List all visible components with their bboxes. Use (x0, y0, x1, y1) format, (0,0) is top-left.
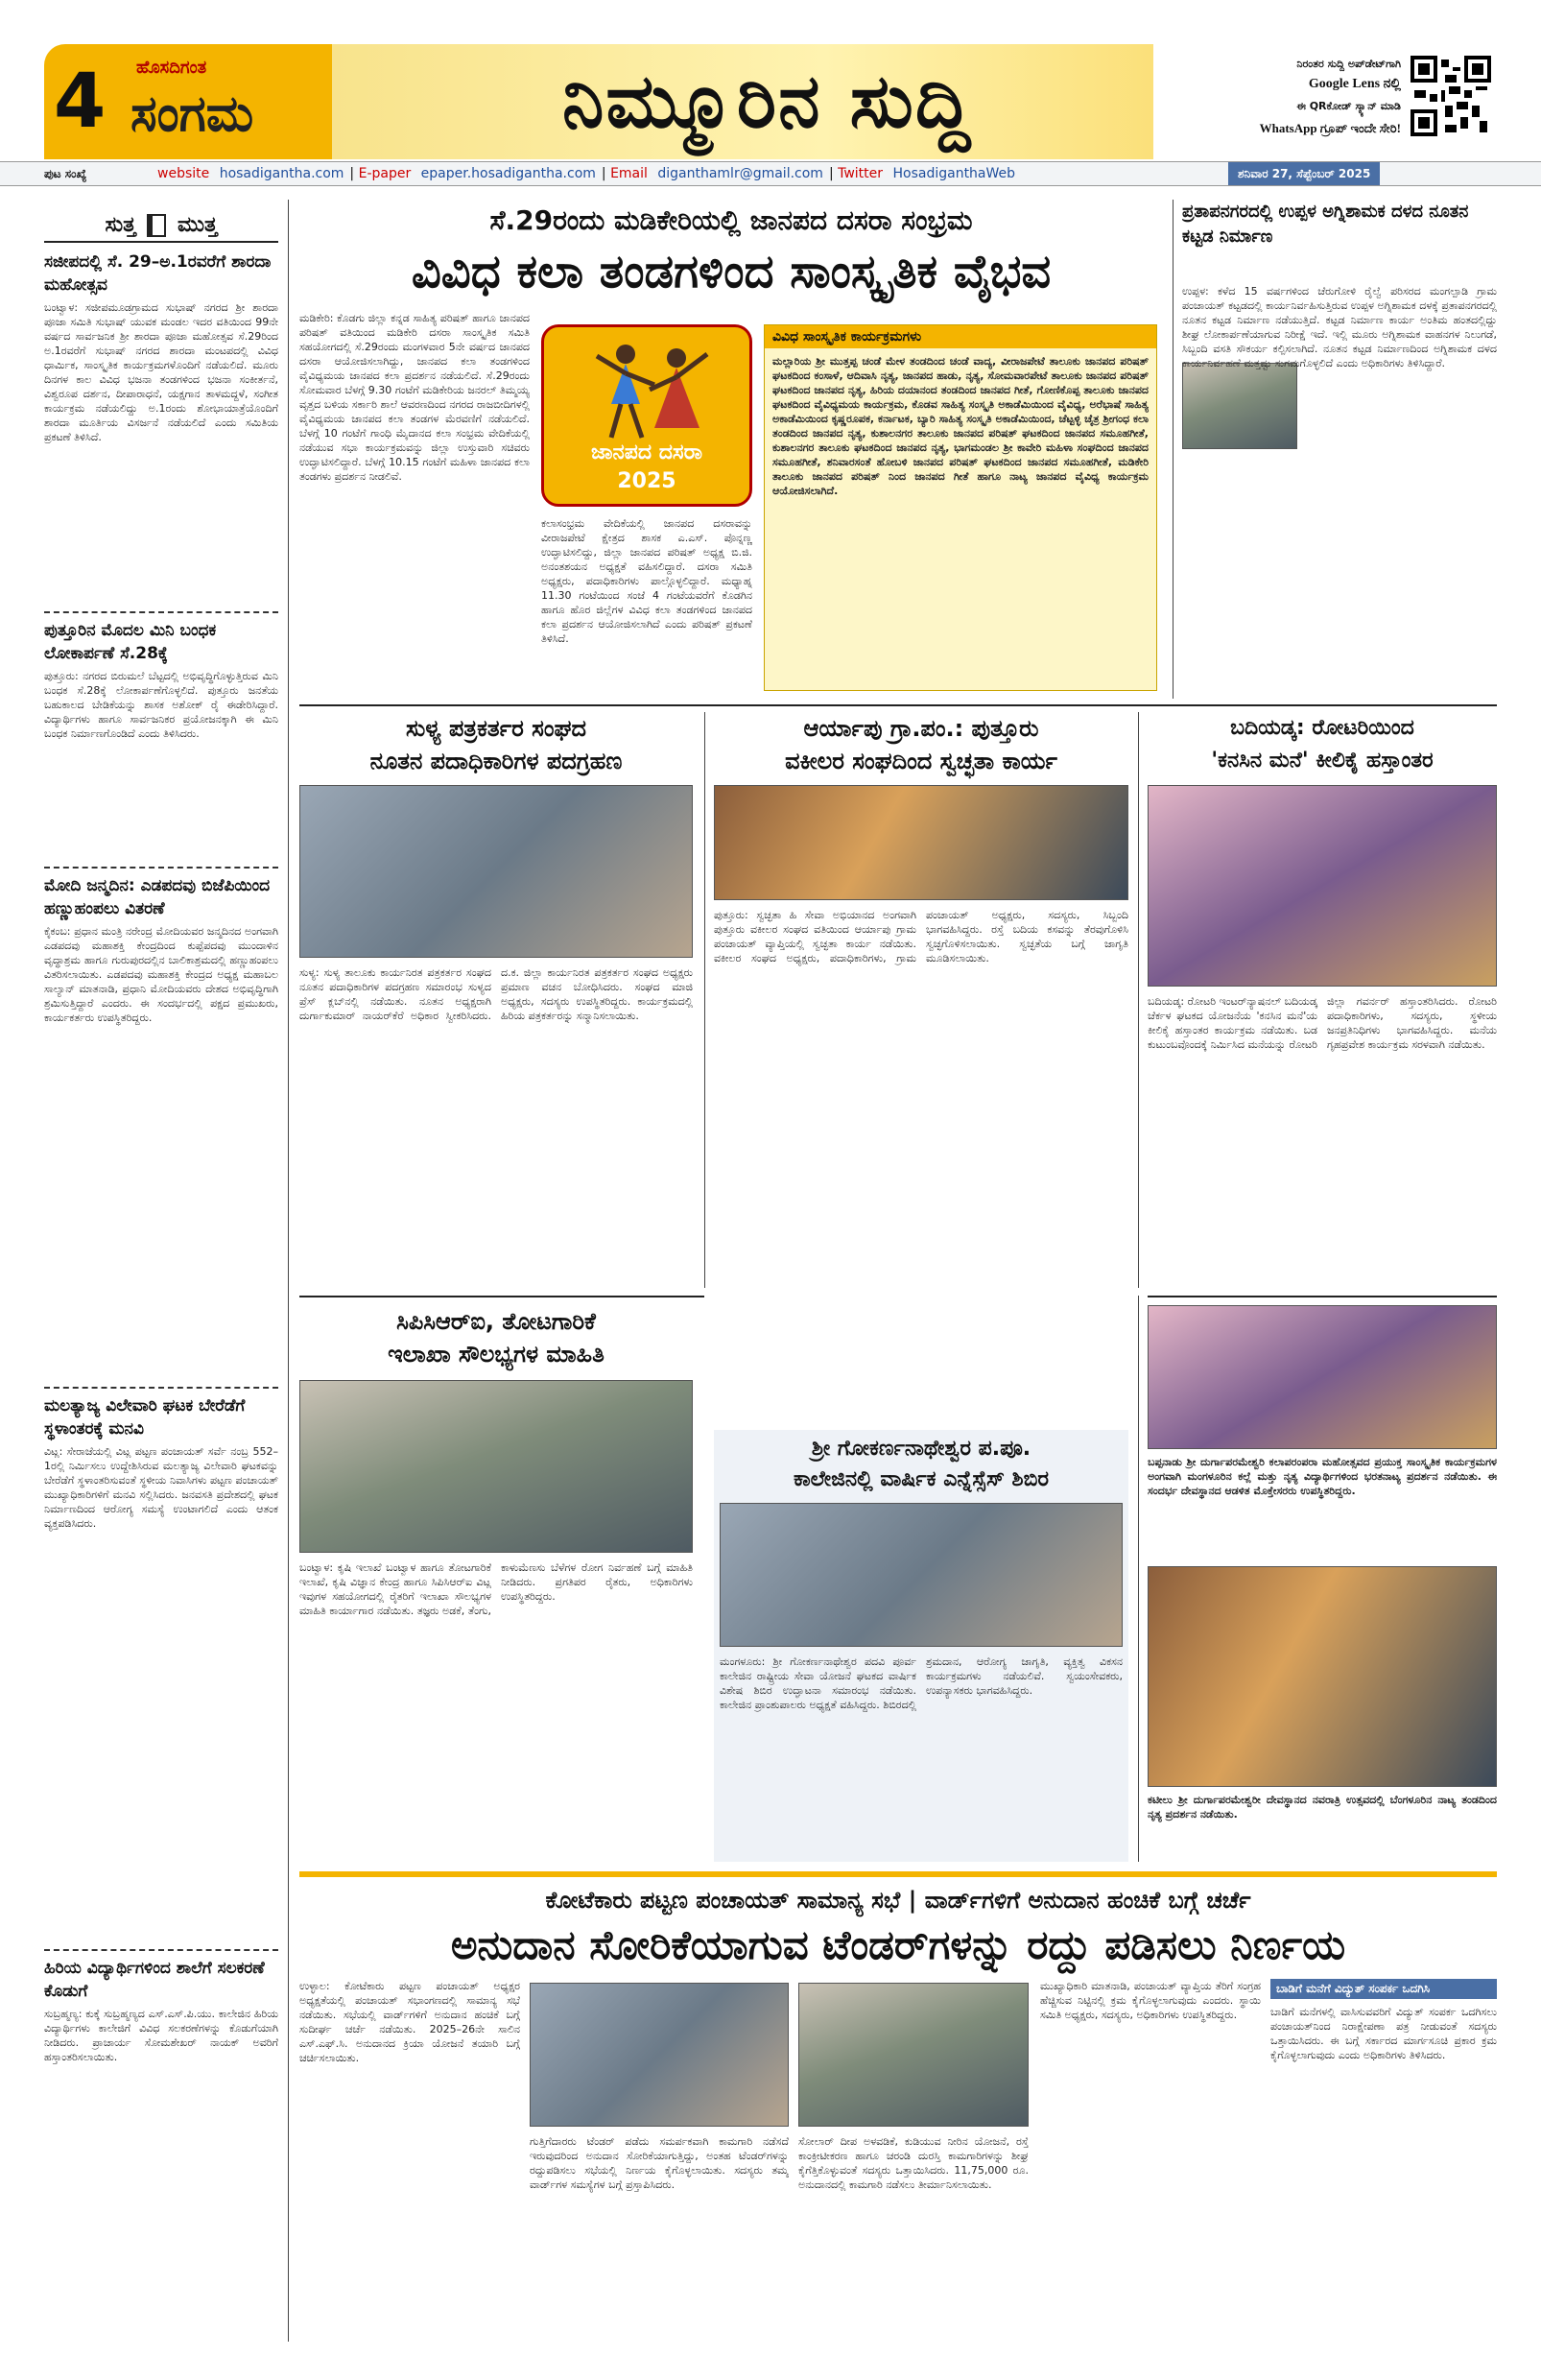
logo-small: ಹೊಸದಿಗಂತ (136, 58, 207, 78)
story-body: ಪುತ್ತೂರು: ನಗರದ ಬಿರುಮಲೆ ಬೆಟ್ಟದಲ್ಲಿ ಅಭಿವೃದ್ಧಿಗೊಳ್ಳುತ್ತಿರುವ ಮಿನಿ ಬಂಧಕ ಸೆ.28ಕ್ಕೆ ಲೋಕಾರ್ಪಣೆಗೊಳ್ಳಲಿದೆ. ಪುತ್ತೂರು ಜನತೆಯ ಬಹುಕಾಲದ ಬೇಡಿಕೆಯನ್ನು ಶಾಸಕ ಅಶೋಕ್ ರೈ ಈಡೇರಿಸಿದ್ದಾರೆ. ವಿದ್ಯಾರ್ಥಿಗಳು ಹಾಗೂ ಸಾರ್ವಜನಿಕರ ಪ್ರಯೋಜನಕ್ಕಾಗಿ ಈ ಮಿನಿ ಬಂಧಕ ನಿರ್ಮಾಣಗೊಂಡಿದೆ ಎಂದು ತಿಳಿಸಿದರು. (44, 670, 278, 740)
lower-story-2 (714, 1430, 1128, 1862)
photo-caption: ಕಟೀಲು ಶ್ರೀ ದುರ್ಗಾಪರಮೇಶ್ವರೀ ದೇವಸ್ಥಾನದ ನವರಾತ್ರಿ ಉತ್ಸವದಲ್ಲಿ ಬೆಂಗಳೂರಿನ ನಾಟ್ಯ ತಂಡದಿಂದ ನೃತ್ಯ ಪ್ರದರ್ಶನ ನಡೆಯಿತು. (1148, 1794, 1497, 1821)
bottom-story-kicker: ಕೋಟೆಕಾರು ಪಟ್ಟಣ ಪಂಚಾಯತ್ ಸಾಮಾನ್ಯ ಸಭೆ | ವಾರ್ಡ್‌ಗಳಿಗೆ ಅನುದಾನ ಹಂಚಿಕೆ ಬಗ್ಗೆ ಚರ್ಚೆ (545, 1887, 1251, 1914)
story-body: ಮಂಗಳೂರು: ಶ್ರೀ ಗೋಕರ್ಣನಾಥೇಶ್ವರ ಪದವಿ ಪೂರ್ವ ಕಾಲೇಜಿನ ರಾಷ್ಟ್ರೀಯ ಸೇವಾ ಯೋಜನೆ ಘಟಕದ ವಾರ್ಷಿಕ ವಿಶೇಷ ಶಿಬಿರ ಉದ್ಘಾಟನಾ ಸಮಾರಂಭ ನಡೆಯಿತು. ಕಾಲೇಜಿನ ಪ್ರಾಂಶುಪಾಲರು ಅಧ್ಯಕ್ಷತೆ ವಹಿಸಿದ್ದರು. ಶಿಬಿರದಲ್ಲಿ ಶ್ರಮದಾನ, ಆರೋಗ್ಯ ಜಾಗೃತಿ, ವ್ಯಕ್ತಿತ್ವ ವಿಕಸನ ಕಾರ್ಯಕ್ರಮಗಳು ನಡೆಯಲಿವೆ. ಸ್ವಯಂಸೇವಕರು, ಉಪನ್ಯಾಸಕರು ಭಾಗವಹಿಸಿದ್ದರು. (720, 1655, 1123, 1711)
website-label: website (157, 166, 210, 181)
meeting-photo-2 (798, 1983, 1029, 2127)
lower-story-1 (299, 1305, 693, 1862)
epaper-label: E-paper (358, 166, 412, 181)
meeting-photo-1 (530, 1983, 789, 2127)
qr-promo (1153, 44, 1497, 159)
story-headline-2: ಕಾಲೇಜಿನಲ್ಲಿ ವಾರ್ಷಿಕ ಎನ್ನೆಸ್ಸೆಸ್ ಶಿಬಿರ (793, 1467, 1050, 1491)
story-headline: ಪುತ್ತೂರಿನ ಮೊದಲ ಮಿನಿ ಬಂಧಕ ಲೋಕಾರ್ಪಣೆ ಸೆ.28ಕ್ಕೆ (44, 621, 217, 663)
left-story-3 (44, 874, 278, 1381)
photo-caption: ಬಪ್ಪನಾಡು ಶ್ರೀ ದುರ್ಗಾಪರಮೇಶ್ವರಿ ಕಲಾಪರಂಪರಾ ಮಹೋತ್ಸವದ ಪ್ರಯುಕ್ತ ಸಾಂಸ್ಕೃತಿಕ ಕಾರ್ಯಕ್ರಮಗಳ ಅಂಗವಾಗಿ ಮಂಗಳೂರಿನ ಕಲ್ಲೆ ಮತ್ತು ನೃತ್ಯ ವಿದ್ಯಾರ್ಥಿಗಳಿಂದ ಭರತನಾಟ್ಯ ಪ್ರದರ್ಶನ ನಡೆಯಿತು. ಈ ಸಂದರ್ಭ ದೇವಸ್ಥಾನದ ಆಡಳಿತ ಮೊಕ್ತೇಸರರು ಉಪಸ್ಥಿತರಿದ್ದರು. (1148, 1456, 1497, 1497)
story-headline: ಸಿಪಿಸಿಆರ್‌ಐ, ತೋಟಗಾರಿಕೆ (396, 1308, 596, 1335)
story-headline: ಮಲತ್ಯಾಜ್ಯ ವಿಲೇವಾರಿ ಘಟಕ ಬೇರೆಡೆಗೆ ಸ್ಥಳಾಂತರಕ್ಕೆ ಮನವಿ (44, 1396, 246, 1439)
mid-story-3 (1148, 712, 1497, 1288)
sub-story (1270, 1979, 1497, 2334)
nss-camp-photo (720, 1503, 1123, 1647)
left-story-5 (44, 1957, 278, 2199)
story-headline: ಬದಿಯಡ್ಕ: ರೋಟರಿಯಿಂದ (1230, 716, 1414, 740)
left-column (44, 213, 278, 2342)
box-title: ವಿವಿಧ ಸಾಂಸ್ಕೃತಿಕ ಕಾರ್ಯಕ್ರಮಗಳು (765, 325, 1156, 348)
promo-line-2: Google Lens ನಲ್ಲಿ (1308, 77, 1401, 91)
section-title: ಸುತ್ತ ಮುತ್ತ (44, 213, 278, 243)
janapada-dasara-logo (541, 324, 752, 507)
story-body: ಬಂಟ್ವಾಳ: ಸಜೀಪಮೂಡಗ್ರಾಮದ ಸುಭಾಷ್ ನಗರದ ಶ್ರೀ ಶಾರದಾ ಪೂಜಾ ಸಮಿತಿ ಸುಭಾಷ್ ಯುವಕ ಮಂಡಲ ಇದರ ವತಿಯಿಂದ 99ನೇ ವರ್ಷದ ಸಾರ್ವಜನಿಕ ಶ್ರೀ ಶಾರದಾ ಪೂಜಾ ಮಹೋತ್ಸವ ಸೆ.29ರಿಂದ ಅ.1ರವರೆಗೆ ಸುಭಾಷ್ ನಗರದ ಶಾರದಾ ಮಂಟಪದಲ್ಲಿ ವಿವಿಧ ಧಾರ್ಮಿಕ, ಸಾಂಸ್ಕೃತಿಕ ಕಾರ್ಯಕ್ರಮಗಳೊಂದಿಗೆ ನಡೆಯಲಿದೆ. ಮೂರು ದಿನಗಳ ಕಾಲ ವಿವಿಧ ಭಜನಾ ತಂಡಗಳಿಂದ ಭಜನಾ ಸಂಕೀರ್ತನೆ, ವಿಶ್ವರೂಪ ದರ್ಶನ, ದೀಪಾರಾಧನೆ, ಯಕ್ಷಗಾನ ತಾಳಮದ್ದಳೆ, ಸಂಗೀತ ಕಾರ್ಯಕ್ರಮ ನಡೆಯಲಿದ್ದು ಅ.1ರಂದು ಶೋಭಾಯಾತ್ರೆಯೊಂದಿಗೆ ಶಾರದಾ ಮೂರ್ತಿಯ ವಿಸರ್ಜನೆ ನಡೆಯಲಿದೆ ಎಂದು ಸಮಿತಿಯ ಪ್ರಕಟಣೆ ತಿಳಿಸಿದೆ. (44, 301, 278, 443)
story-headline: ಶ್ರೀ ಗೋಕರ್ಣನಾಥೇಶ್ವರ ಪ.ಪೂ. (811, 1437, 1031, 1461)
top-story (299, 200, 1163, 699)
story-body: ಬಾಡಿಗೆ ಮನೆಗಳಲ್ಲಿ ವಾಸಿಸುವವರಿಗೆ ವಿದ್ಯುತ್ ಸಂಪರ್ಕ ಒದಗಿಸಲು ಪಂಚಾಯತ್‌ನಿಂದ ನಿರಾಕ್ಷೇಪಣಾ ಪತ್ರ ನೀಡುವಂತೆ ಸದಸ್ಯರು ಒತ್ತಾಯಿಸಿದರು. ಈ ಬಗ್ಗೆ ಸರ್ಕಾರದ ಮಾರ್ಗಸೂಚಿ ಪ್ರಕಾರ ಕ್ರಮ ಕೈಗೊಳ್ಳಲಾಗುವುದು ಎಂದು ಅಧಿಕಾರಿಗಳು ತಿಳಿಸಿದರು. (1270, 2006, 1497, 2061)
story-body: ಉಪ್ಪಳ: ಕಳೆದ 15 ವರ್ಷಗಳಿಂದ ಚೆರುಗೋಳಿ ರೈಲ್ವೆ ಪರಿಸರದ ಮಂಗಲ್ಪಾಡಿ ಗ್ರಾಮ ಪಂಚಾಯತ್ ಕಟ್ಟಡದಲ್ಲಿ ಕಾರ್ಯನಿರ್ವಹಿಸುತ್ತಿರುವ ಉಪ್ಪಳ ಅಗ್ನಿಶಾಮಕ ದಳಕ್ಕೆ ಪ್ರತಾಪನಗರದಲ್ಲಿ ನೂತನ ಕಟ್ಟಡ ನಿರ್ಮಾಣ ನಡೆಯುತ್ತಿದೆ. ಕಟ್ಟಡ ನಿರ್ಮಾಣ ಕಾರ್ಯ ಅಂತಿಮ ಹಂತದಲ್ಲಿದ್ದು ಶೀಘ್ರ ಲೋಕಾರ್ಪಣೆಯಾಗುವ ನಿರೀಕ್ಷೆ ಇದೆ. ಇಲ್ಲಿ ಮೂರು ಅಗ್ನಿಶಾಮಕ ವಾಹನಗಳ ನಿಲುಗಡೆ, ಸಿಬ್ಬಂದಿ ವಸತಿ ಸೌಕರ್ಯ ಕಲ್ಪಿಸಲಾಗಿದೆ. ನೂತನ ಕಟ್ಟಡ ನಿರ್ಮಾಣದಿಂದ ಅಗ್ನಿಶಾಮಕ ದಳದ ಕಾರ್ಯನಿರ್ವಹಣೆ ಮತ್ತಷ್ಟು ಸುಗಮಗೊಳ್ಳಲಿದೆ ಎಂದು ಅಧಿಕಾರಿಗಳು ತಿಳಿಸಿದ್ದಾರೆ. (1182, 285, 1497, 369)
story-headline-2: ಇಲಾಖಾ ಸೌಲಭ್ಯಗಳ ಮಾಹಿತಿ (388, 1341, 605, 1368)
epaper-link[interactable]: epaper.hosadigantha.com (420, 166, 596, 181)
story-headline: ಪ್ರತಾಪನಗರದಲ್ಲಿ ಉಪ್ಪಳ ಅಗ್ನಿಶಾಮಕ ದಳದ ನೂತನ ಕಟ್ಟಡ ನಿರ್ಮಾಣ (1182, 202, 1469, 247)
story-body: ಗುತ್ತಿಗೆದಾರರು ಟೆಂಡರ್ ಪಡೆದು ಸಮರ್ಪಕವಾಗಿ ಕಾಮಗಾರಿ ನಡೆಸದೆ ಇರುವುದರಿಂದ ಅನುದಾನ ಸೋರಿಕೆಯಾಗುತ್ತಿದ್ದು, ಅಂತಹ ಟೆಂಡರ್‌ಗಳನ್ನು ರದ್ದುಪಡಿಸಲು ಸಭೆಯಲ್ಲಿ ನಿರ್ಣಯ ಕೈಗೊಳ್ಳಲಾಯಿತು. ಸದಸ್ಯರು ತಮ್ಮ ವಾರ್ಡ್‌ಗಳ ಸಮಸ್ಯೆಗಳ ಬಗ್ಗೆ ಪ್ರಸ್ತಾಪಿಸಿದರು. (530, 2135, 789, 2191)
dancers-icon (582, 337, 717, 442)
masthead-title-band (332, 44, 1153, 159)
book-icon (147, 214, 166, 237)
masthead (44, 44, 1497, 161)
email-link[interactable]: diganthamlr@gmail.com (657, 166, 823, 181)
top-story-kicker: ಸೆ.29ರಂದು ಮಡಿಕೇರಿಯಲ್ಲಿ ಜಾನಪದ ದಸರಾ ಸಂಭ್ರಮ (489, 204, 973, 236)
cleanliness-drive-photo (714, 785, 1128, 900)
top-story-headline: ವಿವಿಧ ಕಲಾ ತಂಡಗಳಿಂದ ಸಾಂಸ್ಕೃತಿಕ ವೈಭವ (411, 245, 1052, 298)
story-headline-2: 'ಕನಸಿನ ಮನೆ' ಕೀಲಿಕೈ ಹಸ್ತಾಂತರ (1211, 749, 1434, 773)
logo-year: 2025 (617, 469, 676, 493)
story-headline: ಆರ್ಯಾಪು ಗ್ರಾ.ಪಂ.: ಪುತ್ತೂರು (803, 715, 1039, 742)
logo-text: ಜಾನಪದ ದಸರಾ (590, 440, 703, 464)
promo-line-3: ಈ QRಕೋಡ್ ಸ್ಕ್ಯಾನ್ ಮಾಡಿ (1296, 100, 1401, 112)
pages-label: ಪುಟ ಸಂಖ್ಯೆ (44, 167, 87, 180)
story-body: ಉಳ್ಳಾಲ: ಕೋಟೆಕಾರು ಪಟ್ಟಣ ಪಂಚಾಯತ್ ಅಧ್ಯಕ್ಷರ ಅಧ್ಯಕ್ಷತೆಯಲ್ಲಿ ಪಂಚಾಯತ್ ಸಭಾಂಗಣದಲ್ಲಿ ಸಾಮಾನ್ಯ ಸಭೆ ನಡೆಯಿತು. ಸಭೆಯಲ್ಲಿ ವಾರ್ಡ್‌ಗಳಿಗೆ ಅನುದಾನ ಹಂಚಿಕೆ ಬಗ್ಗೆ ಸುದೀರ್ಘ ಚರ್ಚೆ ನಡೆಯಿತು. 2025–26ನೇ ಸಾಲಿನ ಎಸ್.ಎಫ್.ಸಿ. ಅನುದಾನದ ಕ್ರಿಯಾ ಯೋಜನೆ ತಯಾರಿ ಬಗ್ಗೆ ಚರ್ಚಿಸಲಾಯಿತು. (299, 1980, 520, 2064)
page-number-badge (44, 44, 332, 159)
sub-heading: ಬಾಡಿಗೆ ಮನೆಗೆ ವಿದ್ಯುತ್ ಸಂಪರ್ಕ ಒದಗಿಸಿ (1270, 1979, 1497, 1999)
story-headline-2: ವಕೀಲರ ಸಂಘದಿಂದ ಸ್ವಚ್ಛತಾ ಕಾರ್ಯ (785, 748, 1057, 774)
story-body: ಮುಖ್ಯಾಧಿಕಾರಿ ಮಾತನಾಡಿ, ಪಂಚಾಯತ್ ವ್ಯಾಪ್ತಿಯ ತೆರಿಗೆ ಸಂಗ್ರಹ ಹೆಚ್ಚಿಸುವ ನಿಟ್ಟಿನಲ್ಲಿ ಕ್ರಮ ಕೈಗೊಳ್ಳಲಾಗುವುದು ಎಂದರು. ಸ್ಥಾಯಿ ಸಮಿತಿ ಅಧ್ಯಕ್ಷರು, ಸದಸ್ಯರು, ಅಧಿಕಾರಿಗಳು ಉಪಸ್ಥಿತರಿದ್ದರು. (1040, 1980, 1261, 2021)
logo-big: ಸಂಗಮ (130, 85, 254, 143)
bottom-story-headline: ಅನುದಾನ ಸೋರಿಕೆಯಾಗುವ ಟೆಂಡರ್‌ಗಳನ್ನು ರದ್ದು ಪಡಿಸಲು ನಿರ್ಣಯ (450, 1921, 1346, 1968)
dance-stage-photo (1148, 1305, 1497, 1449)
mid-story-2 (714, 712, 1128, 1422)
twitter-link[interactable]: HosadiganthaWeb (892, 166, 1016, 181)
workshop-photo (299, 1380, 693, 1553)
left-story-1 (44, 250, 278, 606)
promo-line-1: ನಿರಂತರ ಸುದ್ದಿ ಅಪ್‌ಡೇಟ್‌ಗಾಗಿ (1296, 58, 1401, 70)
story-body: ಕೈಕಂಬ: ಪ್ರಧಾನ ಮಂತ್ರಿ ನರೇಂದ್ರ ಮೋದಿಯವರ ಜನ್ಮದಿನದ ಅಂಗವಾಗಿ ಎಡಪದವು ಮಹಾಶಕ್ತಿ ಕೇಂದ್ರದಿಂದ ಕುಪ್ಪೆಪದವು ಮುಂದಾಳಿನ ವೃದ್ಧಾಶ್ರಮ ಹಾಗೂ ಗುರುಪುರದಲ್ಲಿನ ಬಾಲಿಕಾಶ್ರಮದಲ್ಲಿ ಹಣ್ಣುಹಂಪಲು ವಿತರಿಸಲಾಯಿತು. ಎಡಪದವು ಮಹಾಶಕ್ತಿ ಕೇಂದ್ರದ ಅಧ್ಯಕ್ಷ ಮಹಾಬಲ ಸಾಲ್ಯಾನ್ ಮಾತನಾಡಿ, ಪ್ರಧಾನಿ ಮೋದಿಯವರು ದೇಶದ ಅಭಿವೃದ್ಧಿಗಾಗಿ ಶ್ರಮಿಸುತ್ತಿದ್ದಾರೆ ಎಂದರು. ಈ ಸಂದರ್ಭದಲ್ಲಿ ಪಕ್ಷದ ಪ್ರಮುಖರು, ಕಾರ್ಯಕರ್ತರು ಉಪಸ್ಥಿತರಿದ್ದರು. (44, 925, 278, 1024)
email-label: Email (610, 166, 648, 181)
story-body: ವಿಟ್ಲ: ಸೇರಾಜೆಯಲ್ಲಿ ವಿಟ್ಲ ಪಟ್ಟಣ ಪಂಚಾಯತ್ ಸರ್ವೆ ನಂಬ್ರ 552–1ರಲ್ಲಿ ನಿರ್ಮಿಸಲು ಉದ್ದೇಶಿಸಿರುವ ಮಲತ್ಯಾಜ್ಯ ವಿಲೇವಾರಿ ಘಟಕವನ್ನು ಬೇರೆಡೆಗೆ ಸ್ಥಳಾಂತರಿಸುವಂತೆ ಸ್ಥಳೀಯ ನಿವಾಸಿಗಳು ಪಟ್ಟಣ ಪಂಚಾಯತ್ ಮುಖ್ಯಾಧಿಕಾರಿಗಳಿಗೆ ಮನವಿ ಸಲ್ಲಿಸಿದರು. ಜನವಸತಿ ಪ್ರದೇಶದಲ್ಲಿ ಘಟಕ ನಿರ್ಮಾಣದಿಂದ ಆರೋಗ್ಯ ಸಮಸ್ಯೆ ಉಂಟಾಗಲಿದೆ ಎಂದು ಆತಂಕ ವ್ಯಕ್ತಪಡಿಸಿದರು. (44, 1445, 278, 1530)
right-top-story (1182, 200, 1497, 699)
page-number: 4 (54, 59, 107, 145)
twitter-label: Twitter (838, 166, 884, 181)
right-photo-block (1148, 1305, 1497, 1862)
bottom-story (299, 1883, 1497, 2342)
key-handover-photo (1148, 785, 1497, 987)
bharatanatyam-photo (1148, 1566, 1497, 1787)
story-headline: ಮೋದಿ ಜನ್ಮದಿನ: ಎಡಪದವು ಬಿಜೆಪಿಯಿಂದ ಹಣ್ಣುಹಂಪಲು ವಿತರಣೆ (44, 876, 271, 918)
page-title: ನಿಮ್ಮೂರಿನ ಸುದ್ದಿ (562, 59, 973, 145)
qr-code-icon[interactable] (1411, 56, 1491, 136)
story-body: ಸುಳ್ಯ: ಸುಳ್ಯ ತಾಲೂಕು ಕಾರ್ಯನಿರತ ಪತ್ರಕರ್ತರ ಸಂಘದ ನೂತನ ಪದಾಧಿಕಾರಿಗಳ ಪದಗ್ರಹಣ ಸಮಾರಂಭ ಸುಳ್ಯದ ಪ್ರೆಸ್ ಕ್ಲಬ್‌ನಲ್ಲಿ ನಡೆಯಿತು. ನೂತನ ಅಧ್ಯಕ್ಷರಾಗಿ ದುರ್ಗಾಕುಮಾರ್ ನಾಯರ್‌ಕೆರೆ ಅಧಿಕಾರ ಸ್ವೀಕರಿಸಿದರು. ದ.ಕ. ಜಿಲ್ಲಾ ಕಾರ್ಯನಿರತ ಪತ್ರಕರ್ತರ ಸಂಘದ ಅಧ್ಯಕ್ಷರು ಪ್ರಮಾಣ ವಚನ ಬೋಧಿಸಿದರು. ಸಂಘದ ಮಾಜಿ ಅಧ್ಯಕ್ಷರು, ಸದಸ್ಯರು ಉಪಸ್ಥಿತರಿದ್ದರು. ಕಾರ್ಯಕ್ರಮದಲ್ಲಿ ಹಿರಿಯ ಪತ್ರಕರ್ತರನ್ನು ಸನ್ಮಾನಿಸಲಾಯಿತು. (299, 966, 693, 1022)
story-headline: ಹಿರಿಯ ವಿದ್ಯಾರ್ಥಿಗಳಿಂದ ಶಾಲೆಗೆ ಸಲಕರಣೆ ಕೊಡುಗೆ (44, 1959, 265, 2001)
story-body: ಬಂಟ್ವಾಳ: ಕೃಷಿ ಇಲಾಖೆ ಬಂಟ್ವಾಳ ಹಾಗೂ ತೋಟಗಾರಿಕೆ ಇಲಾಖೆ, ಕೃಷಿ ವಿಜ್ಞಾನ ಕೇಂದ್ರ ಹಾಗೂ ಸಿಪಿಸಿಆರ್‌ಐ ವಿಟ್ಲ ಇವುಗಳ ಸಹಯೋಗದಲ್ಲಿ ರೈತರಿಗೆ ಇಲಾಖಾ ಸೌಲಭ್ಯಗಳ ಮಾಹಿತಿ ಕಾರ್ಯಾಗಾರ ನಡೆಯಿತು. ತಜ್ಞರು ಅಡಕೆ, ತೆಂಗು, ಕಾಳುಮೆಣಸು ಬೆಳೆಗಳ ರೋಗ ನಿರ್ವಹಣೆ ಬಗ್ಗೆ ಮಾಹಿತಿ ನೀಡಿದರು. ಪ್ರಗತಿಪರ ರೈತರು, ಅಧಿಕಾರಿಗಳು ಉಪಸ್ಥಿತರಿದ್ದರು. (299, 1561, 693, 1617)
story-body: ಪುತ್ತೂರು: ಸ್ವಚ್ಛತಾ ಹಿ ಸೇವಾ ಅಭಿಯಾನದ ಅಂಗವಾಗಿ ಪುತ್ತೂರು ವಕೀಲರ ಸಂಘದ ವತಿಯಿಂದ ಆರ್ಯಾಪು ಗ್ರಾಮ ಪಂಚಾಯತ್ ವ್ಯಾಪ್ತಿಯಲ್ಲಿ ಸ್ವಚ್ಛತಾ ಕಾರ್ಯ ನಡೆಯಿತು. ವಕೀಲರ ಸಂಘದ ಅಧ್ಯಕ್ಷರು, ಪದಾಧಿಕಾರಿಗಳು, ಗ್ರಾಮ ಪಂಚಾಯತ್ ಅಧ್ಯಕ್ಷರು, ಸದಸ್ಯರು, ಸಿಬ್ಬಂದಿ ಭಾಗವಹಿಸಿದ್ದರು. ರಸ್ತೆ ಬದಿಯ ಕಸವನ್ನು ತೆರವುಗೊಳಿಸಿ ಸ್ವಚ್ಛಗೊಳಿಸಲಾಯಿತು. ಸ್ವಚ್ಛತೆಯ ಬಗ್ಗೆ ಜಾಗೃತಿ ಮೂಡಿಸಲಾಯಿತು. (714, 909, 1128, 964)
story-headline: ಸುಳ್ಯ ಪತ್ರಕರ್ತರ ಸಂಘದ (405, 715, 587, 742)
story-headline: ಸಜೀಪದಲ್ಲಿ ಸೆ. 29–ಅ.1ರವರೆಗೆ ಶಾರದಾ ಮಹೋತ್ಸವ (44, 252, 272, 295)
story-body: ಸೋಲಾರ್ ದೀಪ ಅಳವಡಿಕೆ, ಕುಡಿಯುವ ನೀರಿನ ಯೋಜನೆ, ರಸ್ತೆ ಕಾಂಕ್ರೀಟೀಕರಣ ಹಾಗೂ ಚರಂಡಿ ದುರಸ್ತಿ ಕಾಮಗಾರಿಗಳನ್ನು ಶೀಘ್ರ ಕೈಗೆತ್ತಿಕೊಳ್ಳುವಂತೆ ಸದಸ್ಯರು ಒತ್ತಾಯಿಸಿದರು. 11,75,000 ರೂ. ಅನುದಾನದಲ್ಲಿ ಕಾಮಗಾರಿ ನಡೆಸಲು ತೀರ್ಮಾನಿಸಲಾಯಿತು. (798, 2135, 1029, 2191)
website-link[interactable]: hosadigantha.com (219, 166, 344, 181)
press-club-photo (299, 785, 693, 958)
promo-line-4: WhatsApp ಗ್ರೂಪ್ ಇಂದೇ ಸೇರಿ! (1259, 121, 1401, 135)
story-headline-2: ನೂತನ ಪದಾಧಿಕಾರಿಗಳ ಪದಗ್ರಹಣ (369, 748, 623, 774)
left-story-2 (44, 619, 278, 861)
story-body: ಸುಬ್ರಹ್ಮಣ್ಯ: ಕುಕ್ಕೆ ಸುಬ್ರಹ್ಮಣ್ಯದ ಎಸ್.ಎಸ್.ಪಿ.ಯು. ಕಾಲೇಜಿನ ಹಿರಿಯ ವಿದ್ಯಾರ್ಥಿಗಳು ಕಾಲೇಜಿಗೆ ವಿವಿಧ ಸಲಕರಣೆಗಳನ್ನು ಕೊಡುಗೆಯಾಗಿ ನೀಡಿದರು. ಪ್ರಾಚಾರ್ಯ ಸೋಮಶೇಖರ್ ನಾಯಕ್ ಅವರಿಗೆ ಹಸ್ತಾಂತರಿಸಲಾಯಿತು. (44, 2008, 278, 2063)
info-strip: ಪುಟ ಸಂಖ್ಯೆ website hosadigantha.com | E-paper epaper.hosadigantha.com | Email diganthamlr@gmail.com | Twitter HosadiganthaWeb ಶನಿವಾರ 27, ಸೆಪ್ಟೆಂಬರ್ 2025 (0, 161, 1541, 186)
top-story-body-b: ಕಲಾಸಂಭ್ರಮ ವೇದಿಕೆಯಲ್ಲಿ ಜಾನಪದ ದಸರಾವನ್ನು ವೀರಾಜಪೇಟೆ ಕ್ಷೇತ್ರದ ಶಾಸಕ ಎ.ಎಸ್. ಪೊನ್ನಣ್ಣ ಉದ್ಘಾಟಿಸಲಿದ್ದು, ಜಿಲ್ಲಾ ಜಾನಪದ ಪರಿಷತ್ ಅಧ್ಯಕ್ಷ ಬಿ.ಜಿ. ಅನಂತಶಯನ ಅಧ್ಯಕ್ಷತೆ ವಹಿಸಲಿದ್ದಾರೆ. ದಸರಾ ಸಮಿತಿ ಅಧ್ಯಕ್ಷರು, ಪದಾಧಿಕಾರಿಗಳು ಪಾಲ್ಗೊಳ್ಳಲಿದ್ದಾರೆ. ಮಧ್ಯಾಹ್ನ 11.30 ಗಂಟೆಯಿಂದ ಸಂಜೆ 4 ಗಂಟೆಯವರೆಗೆ ಕೊಡಗಿನ ಹಾಗೂ ಹೊರ ಜಿಲ್ಲೆಗಳ ವಿವಿಧ ಕಲಾ ತಂಡಗಳಿಂದ ಜಾನಪದ ಕಲಾ ಪ್ರದರ್ಶನ ಆಯೋಜಿಸಲಾಗಿದೆ ಎಂದು ಪರಿಷತ್ ಪ್ರಕಟಣೆ ತಿಳಿಸಿದೆ. (541, 517, 752, 645)
story-body: ಬದಿಯಡ್ಕ: ರೋಟರಿ ಇಂಟರ್‌ನ್ಯಾಷನಲ್ ಬದಿಯಡ್ಕ ಚೆರ್ಕಳ ಘಟಕದ ಯೋಜನೆಯ 'ಕನಸಿನ ಮನೆ'ಯ ಕೀಲಿಕೈ ಹಸ್ತಾಂತರ ಕಾರ್ಯಕ್ರಮ ನಡೆಯಿತು. ಬಡ ಕುಟುಂಬವೊಂದಕ್ಕೆ ನಿರ್ಮಿಸಿದ ಮನೆಯನ್ನು ರೋಟರಿ ಜಿಲ್ಲಾ ಗವರ್ನರ್ ಹಸ್ತಾಂತರಿಸಿದರು. ರೋಟರಿ ಪದಾಧಿಕಾರಿಗಳು, ಸದಸ್ಯರು, ಸ್ಥಳೀಯ ಜನಪ್ರತಿನಿಧಿಗಳು ಭಾಗವಹಿಸಿದ್ದರು. ಮನೆಯ ಗೃಹಪ್ರವೇಶ ಕಾರ್ಯಕ್ರಮ ಸರಳವಾಗಿ ನಡೆಯಿತು. (1148, 995, 1497, 1051)
issue-date: ಶನಿವಾರ 27, ಸೆಪ್ಟೆಂಬರ್ 2025 (1228, 162, 1380, 185)
programs-box (764, 324, 1157, 691)
box-body: ಮಲ್ಲಾರಿಯ ಶ್ರೀ ಮುತ್ತಪ್ಪ ಚಂಡೆ ಮೇಳ ತಂಡದಿಂದ ಚಂಡೆ ವಾದ್ಯ, ವೀರಾಜಪೇಟೆ ತಾಲೂಕು ಜಾನಪದ ಪರಿಷತ್ ಘಟಕದಿಂದ ಕಂಸಾಳೆ, ಆದಿವಾಸಿ ನೃತ್ಯ, ಜಾನಪದ ಹಾಡು, ನೃತ್ಯ, ಸೋಮವಾರಪೇಟೆ ತಾಲೂಕು ಜಾನಪದ ಪರಿಷತ್ ಘಟಕದಿಂದ ಜಾನಪದ ನೃತ್ಯ, ಹಿರಿಯ ದಯಾನಂದ ತಂಡದಿಂದ ಜಾನಪದ ಗೀತೆ, ಗೋಣಿಕೊಪ್ಪ ತಾಲೂಕು ಜಾನಪದ ಘಟಕದಿಂದ ವೈವಿಧ್ಯಮಯ ಕಾರ್ಯಕ್ರಮ, ಕೊಡವ ಸಾಹಿತ್ಯ ಸಂಸ್ಕೃತಿ ಅಕಾಡೆಮಿಯಿಂದ ವೈವಿಧ್ಯ, ಅರೆಭಾಷೆ ಸಾಹಿತ್ಯ ಅಕಾಡೆಮಿಯಿಂದ ಕೃಷ್ಣರೂಪಕ, ಕರ್ನಾಟಕ, ಬ್ಯಾರಿ ಸಾಹಿತ್ಯ ಸಂಸ್ಕೃತಿ ಅಕಾಡೆಮಿಯಿಂದ, ಚೆಟ್ಟಳ್ಳಿ ಚೈತ್ರ ಶ್ರೀಗಂಧ ಕಲಾ ತಂಡದಿಂದ ಜಾನಪದ ನೃತ್ಯ, ಕುಶಾಲನಗರ ತಾಲೂಕು ಜಾನಪದ ಪರಿಷತ್ ಘಟಕದಿಂದ ಜಾನಪದ ಸಮೂಹಗೀತೆ, ಕುಶಾಲನಗರ ತಾಲೂಕು ಘಟಕದಿಂದ ಜಾನಪದ ನೃತ್ಯ, ಭಾಗಮಂಡಲ ಶ್ರೀ ಕಾವೇರಿ ಮಹಿಳಾ ಸಂಘದಿಂದ ಜಾನಪದ ಸಮೂಹಗೀತೆ, ಶನಿವಾರಸಂತೆ ಹೋಬಳಿ ಜಾನಪದ ಪರಿಷತ್ ಘಟಕದಿಂದ ಜಾನಪದ ಸಮೂಹಗೀತೆ, ಮಡಿಕೇರಿ ತಾಲೂಕು ಜಾನಪದ ಪರಿಷತ್ ನಿಂದ ಜಾನಪದ ಗೀತೆ ಹಾಗೂ ನಾಟ್ಯ ಜಾನಪದ ವೈವಿಧ್ಯ ಕಾರ್ಯಕ್ರಮ ಆಯೋಜಿಸಲಾಗಿದೆ. (772, 355, 1149, 497)
left-story-4 (44, 1394, 278, 1943)
top-story-body-a: ಮಡಿಕೇರಿ: ಕೊಡಗು ಜಿಲ್ಲಾ ಕನ್ನಡ ಸಾಹಿತ್ಯ ಪರಿಷತ್ ಹಾಗೂ ಜಾನಪದ ಪರಿಷತ್ ವತಿಯಿಂದ ಮಡಿಕೇರಿ ದಸರಾ ಸಾಂಸ್ಕೃತಿಕ ಸಮಿತಿ ಸಹಯೋಗದಲ್ಲಿ ಸೆ.29ರಂದು ಮಂಗಳವಾರ 5ನೇ ವರ್ಷದ ಜಾನಪದ ದಸರಾ ಆಯೋಜಿಸಲಾಗಿದ್ದು, ಜಾನಪದ ಕಲಾ ತಂಡಗಳಿಂದ ವೈವಿಧ್ಯಮಯ ಜಾನಪದ ಕಲಾ ಪ್ರದರ್ಶನ ನಡೆಯಲಿದೆ. ಸೆ.29ರಂದು ಸೋಮವಾರ ಬೆಳಗ್ಗೆ 9.30 ಗಂಟೆಗೆ ಮಡಿಕೇರಿಯ ಜನರಲ್ ತಿಮ್ಮಯ್ಯ ವೃತ್ತದ ಬಳಿಯ ಸರ್ಕಾರಿ ಶಾಲೆ ಆವರಣದಿಂದ ನಗರದ ರಾಜಬೀದಿಗಳಲ್ಲಿ ವೈವಿಧ್ಯಮಯ ಜಾನಪದ ಕಲಾ ತಂಡಗಳ ಮೆರವಣಿಗೆ ನಡೆಯಲಿದೆ. ಬೆಳಗ್ಗೆ 10 ಗಂಟೆಗೆ ಗಾಂಧಿ ಮೈದಾನದ ಕಲಾ ಸಂಭ್ರಮ ವೇದಿಕೆಯಲ್ಲಿ ನಡೆಯುವ ಸಭಾ ಕಾರ್ಯಕ್ರಮವನ್ನು ಜಿಲ್ಲಾ ಉಸ್ತುವಾರಿ ಸಚಿವರು ಉದ್ಘಾಟಿಸಲಿದ್ದಾರೆ. ಬೆಳಗ್ಗೆ 10.15 ಗಂಟೆಗೆ ಮಹಿಳಾ ಜಾನಪದ ಕಲಾ ತಂಡಗಳು ಪ್ರದರ್ಶನ ನೀಡಲಿವೆ. (299, 312, 530, 483)
mid-story-1 (299, 712, 693, 1288)
